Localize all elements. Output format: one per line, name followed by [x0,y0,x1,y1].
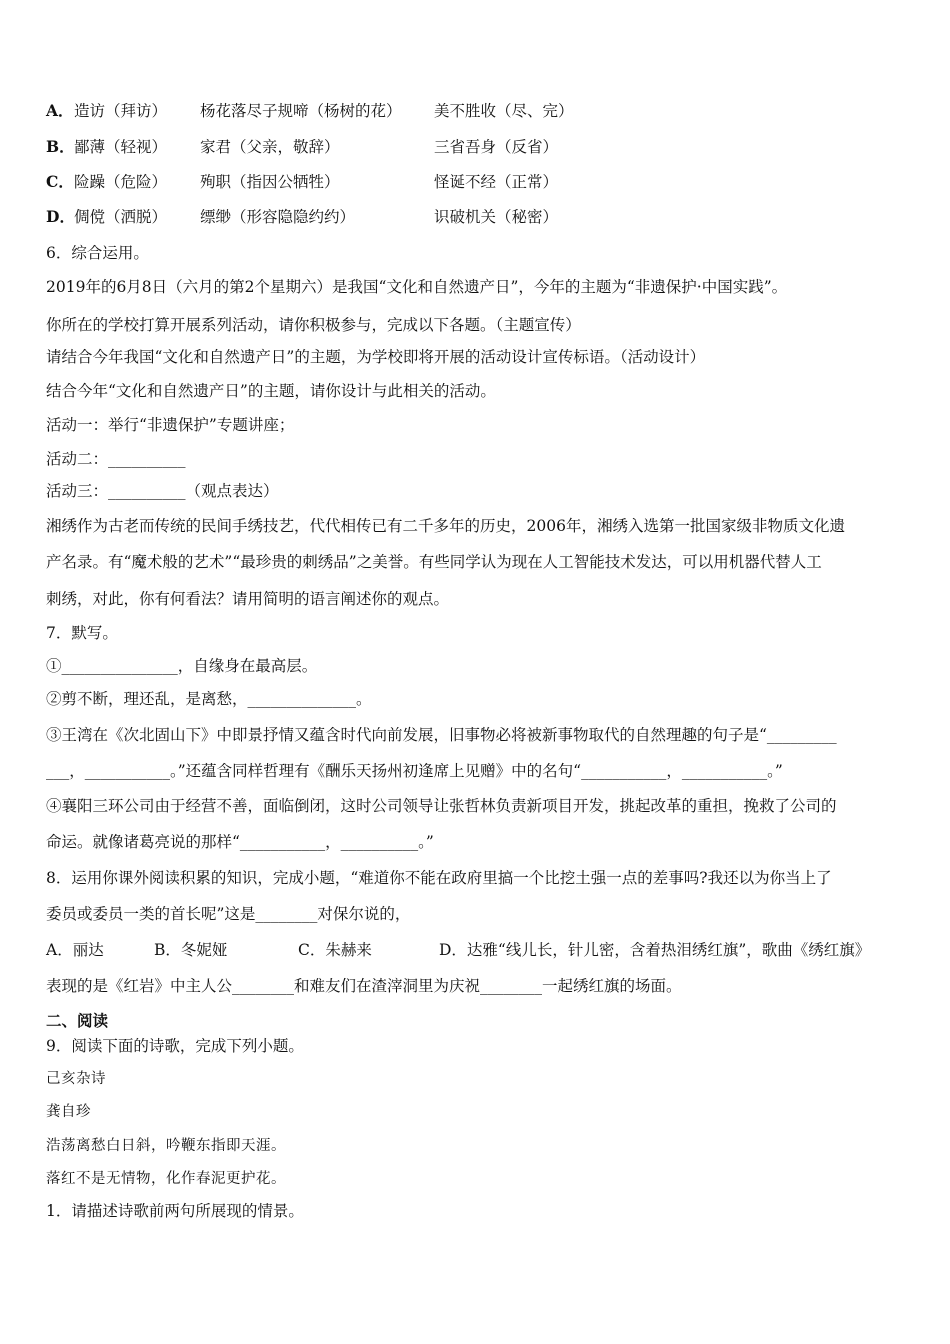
option-item-1: 倜傥（洒脱） [74,208,168,226]
dictation-line: ①_______________，自缘身在最高层。 [46,657,318,675]
option-item-3: 怪诞不经（正常） [434,173,559,191]
question-text-line: 结合今年“文化和自然遗产日”的主题，请你设计与此相关的活动。 [46,382,496,400]
question-title: 6．综合运用。 [46,244,149,262]
question-title: 7．默写。 [46,624,118,642]
question-9-title: 9．阅读下面的诗歌，完成下列小题。 [46,1037,304,1055]
activity-three-blank: 活动三：__________（观点表达） [46,482,279,500]
dictation-line: ___，___________。”还蕴含同样哲理有《酬乐天扬州初逢席上见赠》中的名句“___________，___________。” [46,762,783,780]
question-text-line: 湘绣作为古老而传统的民间手绣技艺，代代相传已有二千多年的历史，2006年，湘绣入选第一批国家级非物质文化遗 [46,517,845,535]
option-letter: D． [46,207,75,226]
option-item-3: 识破机关（秘密） [434,208,559,226]
option-item-2: 家君（父亲，敬辞） [200,138,340,156]
option-item-2: 缥缈（形容隐隐约约） [200,208,356,226]
option-item-1: 险躁（危险） [74,173,168,191]
question-text-line: 8．运用你课外阅读积累的知识，完成小题，“难道你不能在政府里搞一个比挖土强一点的差事吗?我还以为你当上了 [46,869,832,887]
question-text-line: 你所在的学校打算开展系列活动，请你积极参与，完成以下各题。（主题宣传） [46,316,581,334]
activity-one: 活动一：举行“非遗保护”专题讲座； [46,416,295,434]
poem-line: 浩荡离愁白日斜，吟鞭东指即天涯。 [46,1138,286,1154]
question-text-line: 请结合今年我国“文化和自然遗产日”的主题，为学校即将开展的活动设计宣传标语。（活动设计） [46,348,706,366]
choice-d: D．达雅“线儿长，针儿密，含着热泪绣红旗”，歌曲《绣红旗》 [439,941,871,959]
option-item-1: 造访（拜访） [74,102,168,120]
question-text-line: 产名录。有“魔术般的艺术”“最珍贵的刺绣品”之美誉。有些同学认为现在人工智能技术发达，可以用机器代替人工 [46,553,822,571]
choice-a: A．丽达 [46,941,104,959]
option-item-2: 杨花落尽子规啼（杨树的花） [200,102,402,120]
dictation-line: 命运。就像诸葛亮说的那样“___________，__________。” [46,833,434,851]
poem-author: 龚自珍 [46,1104,91,1120]
option-letter: C． [46,172,74,191]
sub-question-1: 1．请描述诗歌前两句所展现的情景。 [46,1202,304,1220]
poem-title: 己亥杂诗 [46,1071,106,1087]
question-text-line: 刺绣，对此，你有何看法？请用简明的语言阐述你的观点。 [46,590,450,608]
section-title: 二、阅读 [46,1011,109,1030]
option-item-3: 美不胜收（尽、完） [434,102,574,120]
poem-line: 落红不是无情物，化作春泥更护花。 [46,1171,286,1187]
dictation-line: ②剪不断，理还乱，是离愁，______________。 [46,690,372,708]
option-item-3: 三省吾身（反省） [434,138,559,156]
question-text-line: 2019年的6月8日（六月的第2个星期六）是我国“文化和自然遗产日”，今年的主题为“非遗保护·中国实践”。 [46,278,788,296]
dictation-line: ③王湾在《次北固山下》中即景抒情又蕴含时代向前发展，旧事物必将被新事物取代的自然理趣的句子是“_________ [46,726,837,744]
option-letter: A． [46,101,74,120]
choice-b: B．冬妮娅 [154,941,228,959]
option-item-1: 鄙薄（轻视） [74,138,168,156]
dictation-line: ④襄阳三环公司由于经营不善，面临倒闭，这时公司领导让张哲林负责新项目开发，挑起改革的重担，挽救了公司的 [46,797,837,815]
option-letter: B． [46,137,75,156]
question-text-line: 表现的是《红岩》中主人公________和难友们在渣滓洞里为庆祝________一起绣红旗的场面。 [46,977,682,995]
choice-c: C．朱赫来 [298,941,372,959]
activity-two-blank: 活动二：__________ [46,450,186,468]
question-text-line: 委员或委员一类的首长呢”这是________对保尔说的， [46,905,411,923]
option-item-2: 殉职（指因公牺牲） [200,173,340,191]
